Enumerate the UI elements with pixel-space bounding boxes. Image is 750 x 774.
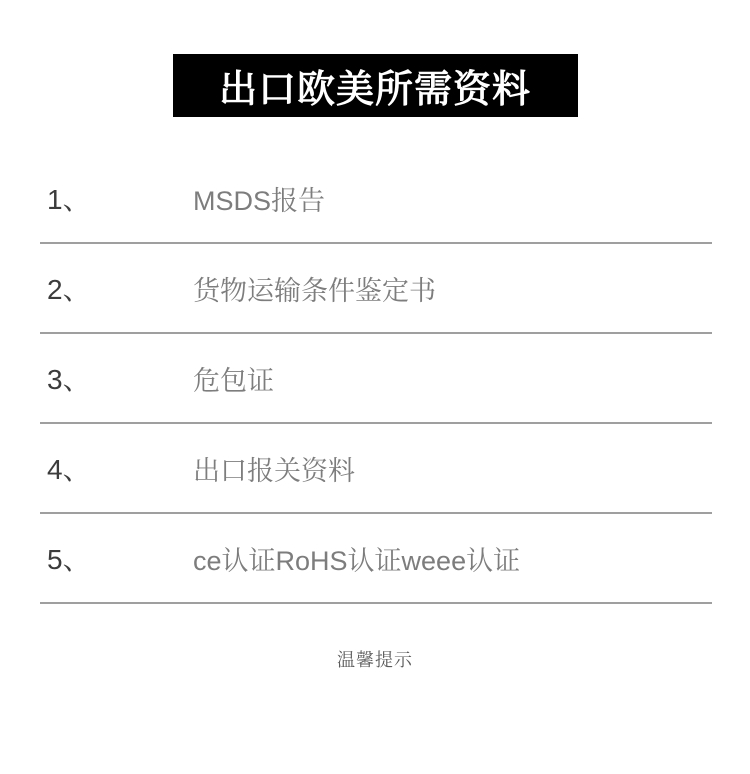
page-title: 出口欧美所需资料 xyxy=(218,69,531,111)
list-item-number: 2、 xyxy=(47,274,91,305)
list-item xyxy=(40,334,712,424)
list-item xyxy=(40,154,712,244)
list-item-text: 货物运输条件鉴定书 xyxy=(193,275,436,306)
title-banner xyxy=(173,54,578,117)
list-item-number: 4、 xyxy=(47,454,91,485)
list-item-text: 出口报关资料 xyxy=(193,455,355,486)
list-item-text: MSDS报告 xyxy=(193,185,326,216)
footer-note: 温馨提示 xyxy=(337,650,413,670)
list-item-text: 危包证 xyxy=(193,365,274,396)
list-item-number: 5、 xyxy=(47,544,91,575)
list-item xyxy=(40,514,712,604)
list-item-number: 3、 xyxy=(47,364,91,395)
list-item-number: 1、 xyxy=(47,184,91,215)
list-item-text: ce认证RoHS认证weee认证 xyxy=(193,545,521,576)
list-item xyxy=(40,424,712,514)
requirements-list xyxy=(40,154,712,604)
list-item xyxy=(40,244,712,334)
